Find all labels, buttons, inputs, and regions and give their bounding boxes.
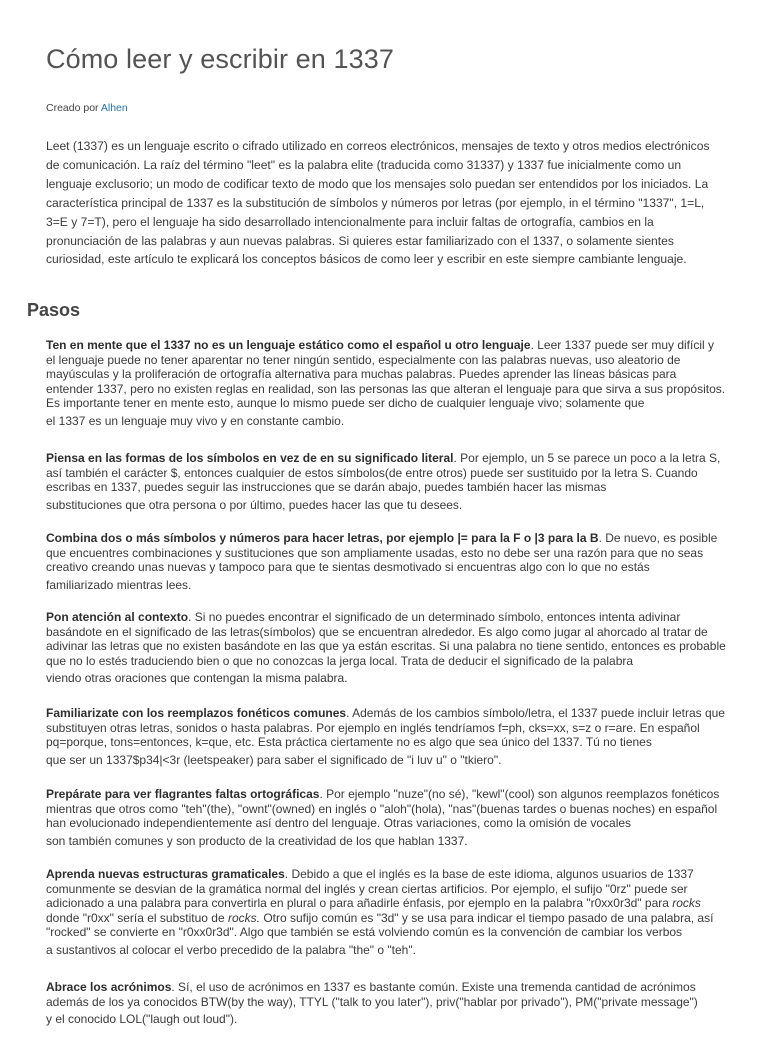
step-title: Aprenda nuevas estructuras gramaticales [46, 867, 285, 881]
author-link[interactable]: Alhen [100, 102, 128, 114]
step-text: . Leer 1337 puede ser muy difícil y el lenguaje puede no tener aparentar no tener ningún sentido, especialmente con las palabras nuevas, uso aleatorio de mayúsculas y la proliferación de ortografía alternativa para muchas palabras. Puedes aprender las líneas básicas para entender 1337, pero no existen reglas en realidad, son las personas las que alteran el lenguaje para que sirva a sus propósitos. Es importante tener en mente esto, aunque lo mismo puede ser dicho de cualquier lenguaje vivo; solamente que [46, 338, 726, 411]
step-text: donde "r0xx" sería el substituo de [46, 910, 228, 925]
step-item [46, 787, 726, 867]
step-text: . Además de los cambios símbolo/letra, el 1337 puede incluir letras que substituyen otras letras, sonidos o hasta palabras. Por ejemplo en inglés tendríamos f=ph, cks=xx, s=z o r=are. En español pq=porque, tons=entonces, k=que, etc. Esta práctica ciertamente no es algo que sea único del 1337. Tú no tienes [46, 706, 725, 750]
step-text: . Por ejemplo, un 5 se parece un poco a la letra S, así también el carácter $, entonces cualquier de estos símbolos(de entre otros) puede ser sustituido por la letra S. Cuando escribas en 1337, puedes seguir las instrucciones que se darán abajo, puedes también hacer las mismas [46, 451, 721, 495]
step-item [46, 610, 726, 706]
step-text-end: y el conocido LOL("laugh out loud"). [46, 1012, 238, 1027]
step-title: Ten en mente que el 1337 no es un lenguaje estático como el español u otro lenguaje [46, 338, 531, 352]
step-text-end: viendo otras oraciones que contengan la misma palabra. [46, 671, 348, 686]
steps-heading: Pasos [27, 300, 81, 320]
step-text-end: que ser un 1337$p34|<3r (leetspeaker) para saber el significado de "i luv u" o "tkiero". [46, 752, 502, 767]
step-text: . Sí, el uso de acrónimos en 1337 es bastante común. Existe una tremenda cantidad de acrónimos además de los ya conocidos BTW(by the way), TTYL ("talk to you later"), priv("hablar por privado"), PM("private message") [46, 980, 698, 1009]
step-item [46, 980, 726, 1040]
step-text: . Por ejemplo "nuze"(no sé), "kewl"(cool) son algunos reemplazos fonéticos mientras que otros como "teh"(the), "ownt"(owned) en inglés o "aloh"(hola), "nas"(buenas tardes o buenas noches) en español han evolucionado independientemente así dentro del lenguaje. Otras variaciones, como la omisión de vocales [46, 787, 720, 831]
step-italic: rocks [672, 896, 701, 911]
intro-paragraph: Leet (1337) es un lenguaje escrito o cifrado utilizado en correos electrónicos, mensajes de texto y otros medios electrónicos de comunicación. La raíz del término "leet" es la palabra elite (traducida como 31337) y 1337 fue inicialmente como un lenguaje exclusorio; un modo de codificar texto de modo que los mensajes solo puedan ser entendidos por los iniciados. La característica principal de 1337 es la substitución de símbolos y números por letras (por ejemplo, in el término "1337", 1=L, 3=E y 7=T), pero el lenguaje ha sido desarrollado intencionalmente para incluir faltas de ortografía, cambios en la pronunciación de las palabras y aun nuevas palabras. Si quieres estar familiarizado con el 1337, o solamente sientes curiosidad, este artículo te explicará los conceptos básicos de como leer y escribir en este siempre cambiante lenguaje. [46, 139, 710, 267]
step-item [46, 338, 726, 451]
step-title: Combina dos o más símbolos y números para hacer letras, por ejemplo |= para la F o |3 para la B [46, 531, 599, 545]
step-item [46, 706, 726, 787]
byline-prefix: Creado por [46, 102, 99, 114]
step-text-end: substituciones que otra persona o por último, puedes hacer las que tu desees. [46, 497, 463, 512]
step-title: Pon atención al contexto [46, 610, 189, 624]
step-item [46, 867, 726, 980]
step-text-end: el 1337 es un lenguaje muy vivo y en constante cambio. [46, 413, 345, 428]
step-text-end: familiarizado mientras lees. [46, 577, 192, 592]
step-text: . De nuevo, es posible que encuentres combinaciones y sustituciones que son ampliamente usadas, esto no debe ser una razón para que no seas creativo creando unas nuevas y tampoco para que te sientas desmotivado si encuentras algo con lo que no estás [46, 531, 718, 575]
step-title: Familiarizate con los reemplazos fonéticos comunes [46, 706, 347, 720]
byline [46, 102, 128, 114]
step-item [46, 531, 726, 610]
step-item [46, 451, 726, 531]
step-title: Prepárate para ver flagrantes faltas ortográficas [46, 787, 320, 801]
steps-list [46, 338, 726, 1040]
step-title: Piensa en las formas de los símbolos en vez de en su significado literal [46, 451, 454, 465]
step-italic: rocks. [227, 910, 260, 925]
step-text-end: a sustantivos al colocar el verbo precedido de la palabra "the" o "teh". [46, 942, 416, 957]
step-text: . Debido a que el inglés es la base de este idioma, algunos usuarios de 1337 comunmente se desvian de la gramática normal del inglés y crean ciertas artificios. Por ejemplo, el sufijo "0rz" puede ser adicionado a una palabra para convertirla en plural o para añadirle énfasis, por ejemplo en la palabra "r0xx0r3d" para [46, 867, 694, 911]
step-text: . Si no puedes encontrar el significado de un determinado símbolo, entonces intenta adivinar basándote en el significado de las letras(símbolos) que se encuentran alrededor. Es algo como jugar al ahorcado al tratar de adivinar las letras que no existen basándote en las que ya están escritas. Si una palabra no tiene sentido, entonces es probable que no lo estés traduciendo bien o que no conozcas la jerga local. Trata de deducir el significado de la palabra [46, 610, 726, 668]
step-text: Otro sufijo común es "3d" y se usa para indicar el tiempo pasado de una palabra, así "rocked" se convierte en "r0xx0r3d". Algo que también se está volviendo común es la convención de cambiar los verbos [46, 910, 714, 940]
step-title: Abrace los acrónimos [46, 980, 172, 994]
step-text-end: son también comunes y son producto de la creatividad de los que hablan 1337. [46, 833, 468, 848]
page-title: Cómo leer y escribir en 1337 [46, 44, 394, 74]
